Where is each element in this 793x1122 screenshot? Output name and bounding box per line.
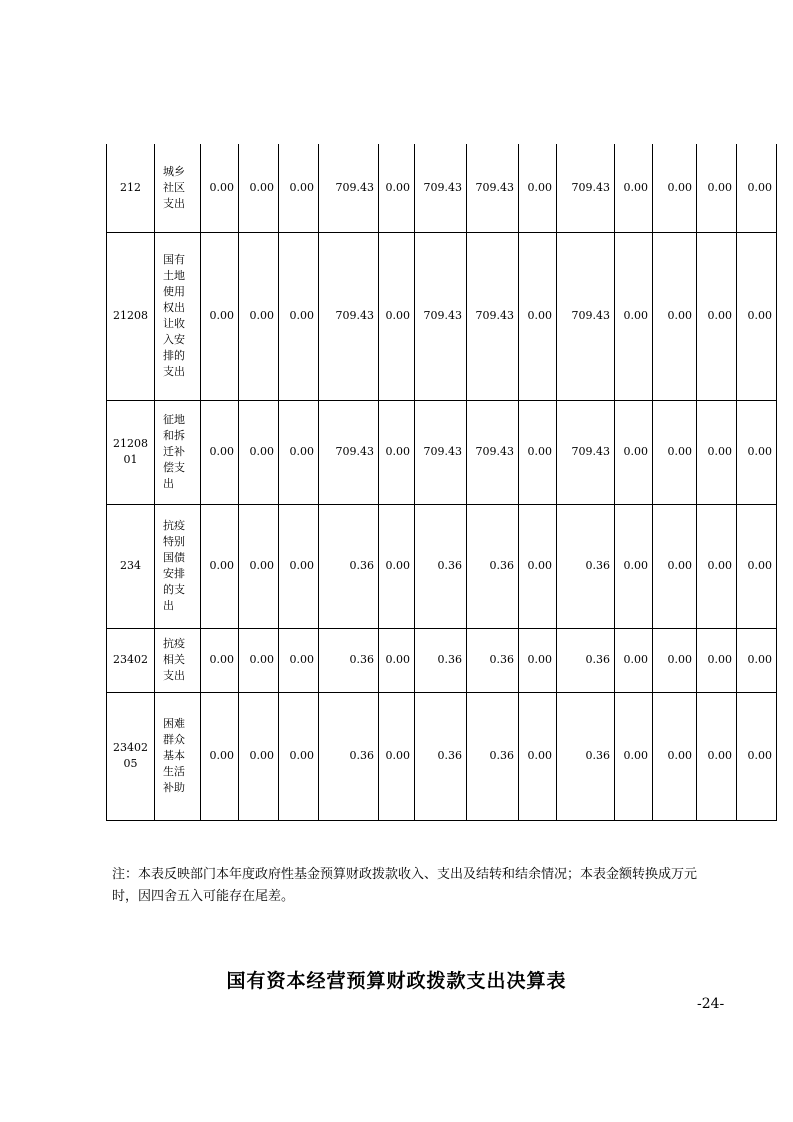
table-row [107, 692, 777, 820]
amount-cell: 0.00 [379, 628, 415, 692]
amount-cell: 709.43 [319, 400, 379, 504]
amount-cell: 0.00 [519, 504, 557, 628]
amount-cell: 0.36 [467, 692, 519, 820]
amount-cell: 0.00 [379, 232, 415, 400]
subject-name-cell: 城乡社区支出 [155, 144, 201, 232]
amount-cell: 0.00 [519, 400, 557, 504]
amount-cell: 0.00 [615, 144, 653, 232]
amount-cell: 0.00 [279, 232, 319, 400]
amount-cell: 0.00 [697, 504, 737, 628]
amount-cell: 709.43 [415, 144, 467, 232]
amount-cell: 0.00 [201, 628, 239, 692]
subject-code-cell: 21208 [107, 232, 155, 400]
amount-cell: 0.00 [653, 232, 697, 400]
table-row [107, 144, 777, 232]
amount-cell: 0.36 [467, 504, 519, 628]
amount-cell: 0.36 [415, 692, 467, 820]
amount-cell: 0.00 [737, 504, 777, 628]
amount-cell: 0.00 [519, 232, 557, 400]
amount-cell: 0.00 [737, 692, 777, 820]
amount-cell: 0.00 [379, 692, 415, 820]
amount-cell: 0.00 [201, 232, 239, 400]
subject-code-cell: 212 [107, 144, 155, 232]
table-row [107, 232, 777, 400]
amount-cell: 0.00 [379, 144, 415, 232]
amount-cell: 0.00 [239, 628, 279, 692]
amount-cell: 709.43 [467, 144, 519, 232]
amount-cell: 0.00 [653, 400, 697, 504]
amount-cell: 0.36 [415, 628, 467, 692]
subject-code-cell: 2340205 [107, 692, 155, 820]
amount-cell: 709.43 [557, 232, 615, 400]
amount-cell: 0.00 [653, 692, 697, 820]
amount-cell: 709.43 [557, 400, 615, 504]
amount-cell: 0.00 [697, 628, 737, 692]
subject-name-cell: 困难群众基本生活补助 [155, 692, 201, 820]
table-row [107, 504, 777, 628]
amount-cell: 0.00 [201, 504, 239, 628]
amount-cell: 0.00 [201, 144, 239, 232]
amount-cell: 0.00 [653, 144, 697, 232]
amount-cell: 0.00 [697, 144, 737, 232]
amount-cell: 0.00 [239, 144, 279, 232]
government-fund-expenditure-table [106, 144, 777, 821]
subject-name-cell: 国有土地使用权出让收入安排的支出 [155, 232, 201, 400]
subject-code-cell: 2120801 [107, 400, 155, 504]
amount-cell: 709.43 [415, 400, 467, 504]
amount-cell: 709.43 [467, 232, 519, 400]
amount-cell: 0.36 [319, 628, 379, 692]
amount-cell: 0.00 [737, 232, 777, 400]
amount-cell: 0.00 [239, 400, 279, 504]
amount-cell: 0.36 [319, 692, 379, 820]
amount-cell: 0.00 [615, 232, 653, 400]
amount-cell: 0.36 [319, 504, 379, 628]
subject-code-cell: 23402 [107, 628, 155, 692]
amount-cell: 0.00 [697, 232, 737, 400]
amount-cell: 0.00 [201, 692, 239, 820]
amount-cell: 0.00 [239, 504, 279, 628]
amount-cell: 0.00 [519, 144, 557, 232]
amount-cell: 0.00 [697, 692, 737, 820]
subject-name-cell: 抗疫特别国债安排的支出 [155, 504, 201, 628]
amount-cell: 0.00 [519, 692, 557, 820]
amount-cell: 709.43 [319, 232, 379, 400]
amount-cell: 0.00 [279, 628, 319, 692]
amount-cell: 0.00 [379, 504, 415, 628]
amount-cell: 0.00 [279, 400, 319, 504]
amount-cell: 0.00 [279, 144, 319, 232]
amount-cell: 0.00 [279, 692, 319, 820]
amount-cell: 0.00 [697, 400, 737, 504]
amount-cell: 709.43 [415, 232, 467, 400]
amount-cell: 0.00 [615, 628, 653, 692]
amount-cell: 709.43 [319, 144, 379, 232]
amount-cell: 0.00 [239, 232, 279, 400]
page-number: -24- [697, 996, 725, 1012]
amount-cell: 0.00 [615, 692, 653, 820]
amount-cell: 0.36 [467, 628, 519, 692]
amount-cell: 0.00 [653, 628, 697, 692]
amount-cell: 0.36 [557, 504, 615, 628]
amount-cell: 0.00 [519, 628, 557, 692]
amount-cell: 709.43 [467, 400, 519, 504]
amount-cell: 0.36 [557, 692, 615, 820]
amount-cell: 0.00 [615, 400, 653, 504]
subject-code-cell: 234 [107, 504, 155, 628]
amount-cell: 0.00 [615, 504, 653, 628]
amount-cell: 0.00 [653, 504, 697, 628]
table-body [107, 144, 777, 820]
table-note: 注：本表反映部门本年度政府性基金预算财政拨款收入、支出及结转和结余情况；本表金额转换成万元时，因四舍五入可能存在尾差。 [112, 867, 698, 904]
amount-cell: 0.00 [737, 400, 777, 504]
amount-cell: 0.00 [737, 628, 777, 692]
subject-name-cell: 征地和拆迁补偿支出 [155, 400, 201, 504]
next-table-title: 国有资本经营预算财政拨款支出决算表 [226, 970, 567, 992]
table-row [107, 628, 777, 692]
amount-cell: 0.36 [557, 628, 615, 692]
table-row [107, 400, 777, 504]
amount-cell: 0.00 [379, 400, 415, 504]
amount-cell: 0.00 [239, 692, 279, 820]
amount-cell: 0.36 [415, 504, 467, 628]
amount-cell: 0.00 [279, 504, 319, 628]
amount-cell: 0.00 [201, 400, 239, 504]
amount-cell: 709.43 [557, 144, 615, 232]
amount-cell: 0.00 [737, 144, 777, 232]
subject-name-cell: 抗疫相关支出 [155, 628, 201, 692]
